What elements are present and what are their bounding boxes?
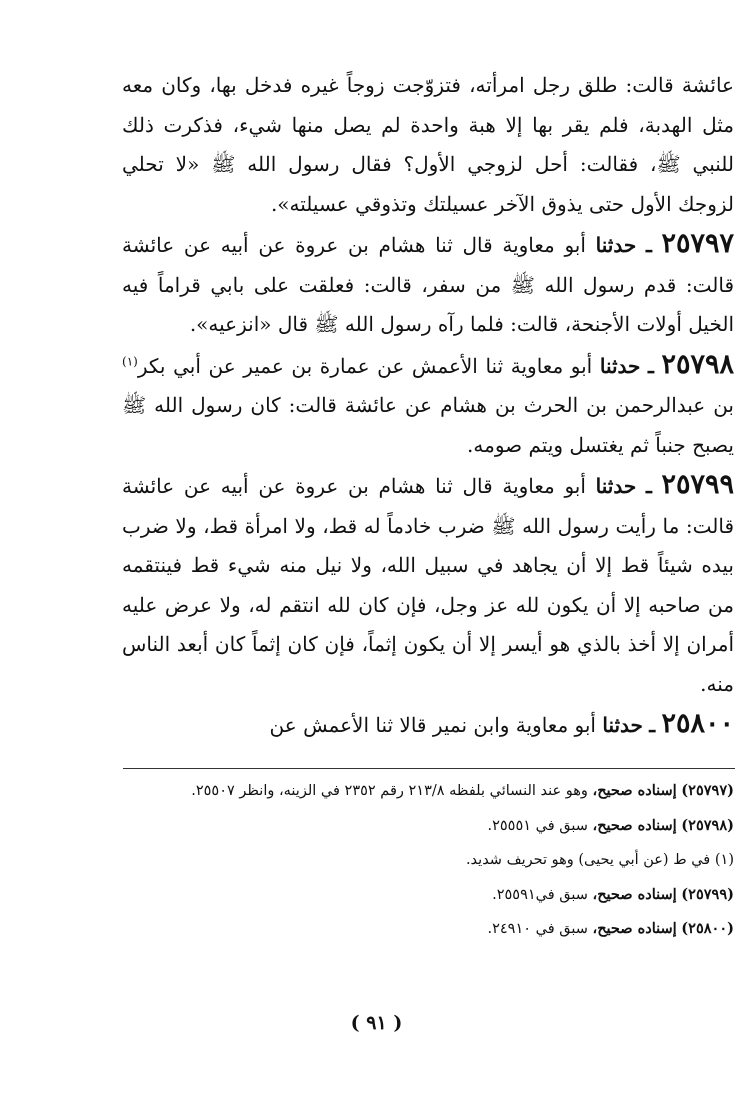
footnote-ref: (٢٥٧٩٩)	[681, 885, 734, 903]
footnote-grade: إسناده صحيح،	[592, 920, 677, 937]
footnote-text: في ط (عن أبي يحيى) وهو تحريف شديد.	[465, 852, 711, 868]
footnote-item	[122, 878, 734, 913]
footnote-item	[122, 774, 734, 809]
hadith-dash: ـ	[648, 353, 654, 378]
hadith-text: أبو معاوية قال ثنا هشام بن عروة عن أبيه عن عائشة قالت: قدم رسول الله ﷺ من سفر، قالت: فعلقت على بابي قراماً فيه الخيل أولات الأجنحة، قالت: فلما رآه رسول الله ﷺ قال «انزعيه».	[122, 233, 734, 336]
hadith-number: ٢٥٧٩٧	[661, 228, 735, 259]
footnote-grade: إسناده صحيح،	[592, 816, 677, 834]
hadith-dash: ـ	[645, 474, 652, 498]
footnote-item	[122, 843, 734, 878]
footnote-ref: (٢٥٧٩٨)	[681, 816, 734, 834]
footnote-marker: (١)	[122, 353, 138, 368]
footnote-ref: (٢٥٨٠٠)	[681, 920, 734, 937]
hadith-number: ٢٥٧٩٩	[661, 469, 735, 500]
footnote-ref: (٢٥٧٩٧)	[681, 782, 734, 799]
haddathana-word: حدثنا	[599, 353, 641, 378]
hadith-text: بن عبدالرحمن بن الحرث بن هشام عن عائشة قالت: كان رسول الله ﷺ يصبح جنباً ثم يغتسل ويتم صومه.	[122, 393, 734, 457]
hadith-paragraph	[122, 345, 734, 466]
haddathana-word: حدثنا	[595, 233, 637, 257]
hadith-text: أبو معاوية قال ثنا هشام بن عروة عن أبيه عن عائشة قالت: ما رأيت رسول الله ﷺ ضرب خادماً له قط، ولا امرأة قط، ولا ضرب بيده شيئاً قط إلا أن يجاهد في سبيل الله، ولا نيل منه شيء قط فينتقمه من صاحبه إلا أن يكون لله عز وجل، فإن كان لله انتقم له، ولا عرض عليه أمران إلا أخذ بالذي هو أيسر إلا أن يكون إثماً، فإن كان إثماً كان أبعد الناس منه.	[122, 474, 734, 696]
footnote-item	[122, 809, 734, 844]
footnote-text: وهو عند النسائي بلفظه ٢١٣/٨ رقم ٢٣٥٢ في الزينه، وانظر ٢٥٥٠٧.	[191, 783, 588, 799]
hadith-text: أبو معاوية وابن نمير قالا ثنا الأعمش عن	[269, 713, 596, 737]
hadith-dash: ـ	[649, 713, 656, 737]
hadith-number: ٢٥٨٠٠	[661, 708, 734, 739]
hadith-paragraph	[122, 224, 734, 345]
footnote-grade: إسناده صحيح،	[592, 782, 677, 799]
hadith-dash: ـ	[645, 233, 652, 257]
hadith-text: عائشة قالت: طلق رجل امرأته، فتزوّجت زوجاً غيره فدخل بها، وكان معه مثل الهدبة، فلم يقر بها إلا هبة واحدة لم يصل منها شيء، فذكرت ذلك للنبي ﷺ، فقالت: أحل لزوجي الأول؟ فقال رسول الله ﷺ «لا تحلي لزوجك الأول حتى يذوق الآخر عسيلتك وتذوقي عسيلته».	[122, 73, 735, 216]
page-number: ( ٩١ )	[350, 1012, 403, 1034]
footnote-item	[122, 912, 734, 947]
haddathana-word: حدثنا	[602, 713, 643, 737]
footnote-divider	[123, 768, 735, 769]
hadith-text: أبو معاوية ثنا الأعمش عن عمارة بن عمير عن أبي بكر	[137, 353, 593, 378]
footnote-text: سبق في٢٥٥٩١.	[492, 886, 588, 903]
footnote-text: سبق في ٢٥٥٥١.	[487, 817, 588, 834]
hadith-paragraph	[122, 66, 734, 224]
haddathana-word: حدثنا	[595, 474, 637, 498]
hadith-paragraph	[122, 704, 734, 746]
main-text	[122, 66, 734, 746]
footnote-grade: إسناده صحيح،	[592, 885, 677, 903]
hadith-number: ٢٥٧٩٨	[661, 348, 734, 380]
footnotes	[122, 774, 734, 947]
footnote-text: سبق في ٢٤٩١٠.	[487, 921, 588, 937]
hadith-paragraph	[122, 465, 734, 704]
footnote-ref: (١)	[714, 852, 734, 868]
